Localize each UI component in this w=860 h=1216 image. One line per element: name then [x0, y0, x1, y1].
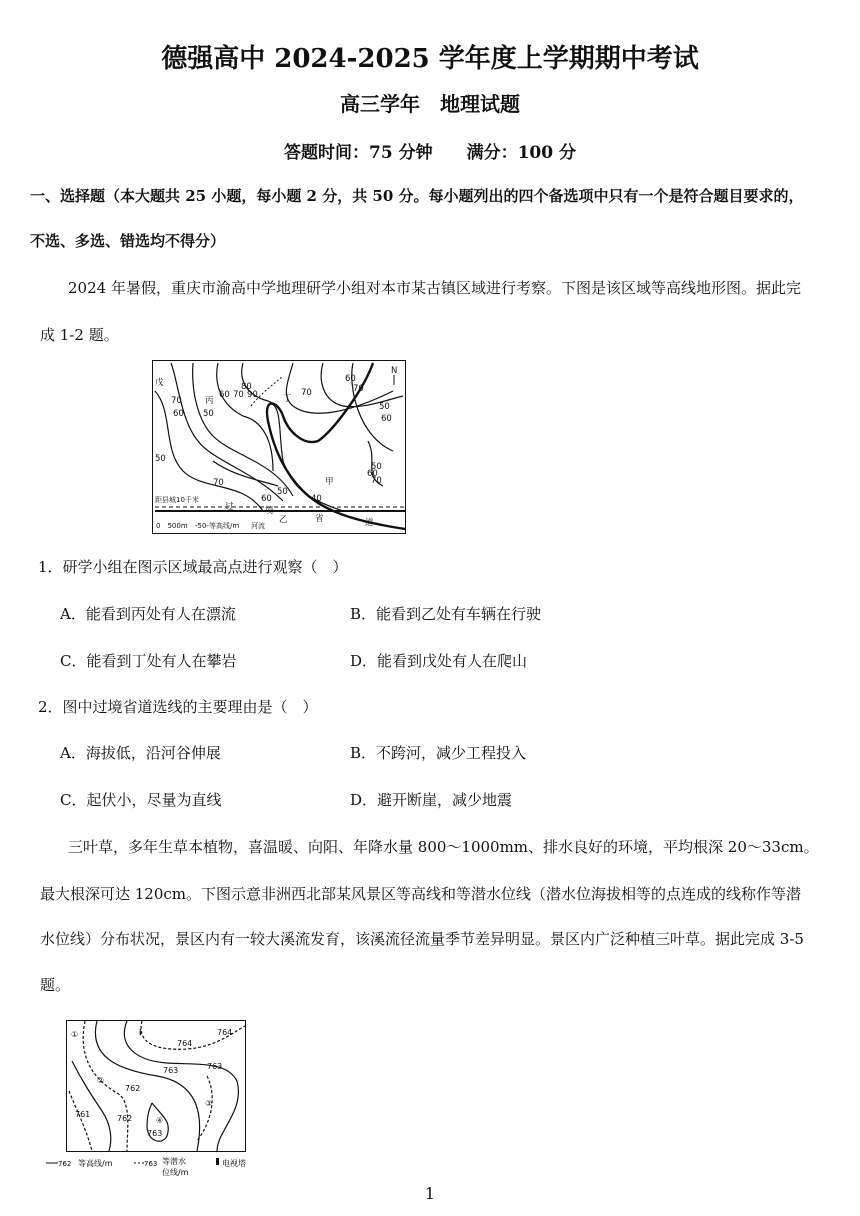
tv-tower-icon: i	[139, 1028, 142, 1037]
q1-option-d[interactable]: D．能看到戊处有人在爬山	[350, 652, 528, 670]
q1-stem: 1．研学小组在图示区域最高点进行观察（ ）	[38, 558, 348, 576]
water-table-line	[69, 1091, 92, 1151]
legend-water-1: 等潜水	[162, 1157, 186, 1166]
contour-value: 50	[379, 402, 390, 412]
contour-value: 70	[371, 476, 382, 486]
contour-value: 60	[219, 390, 230, 400]
contour-line	[72, 1061, 111, 1151]
contour-value: 90	[247, 390, 258, 400]
contour-value: 70	[301, 388, 312, 398]
contour-value: 60	[261, 494, 272, 504]
map2-legend	[44, 1156, 264, 1176]
section-heading: 一、选择题（本大题共 25 小题，每小题 2 分，共 50 分。每小题列出的四个备选项中只有一个是符合题目要求的，	[30, 187, 804, 205]
q1-option-a[interactable]: A．能看到丙处有人在漂流	[60, 605, 236, 623]
intro2-line2: 最大根深可达 120cm。下图示意非洲西北部某风景区等高线和等潜水位线（潜水位海拔相等的点连成的线称作等潜	[40, 885, 802, 903]
legend-water-2: 位线/m	[162, 1168, 189, 1177]
contour-line	[171, 363, 283, 501]
exam-info: 答题时间：75 分钟 满分：100 分	[284, 143, 576, 163]
q2-option-b[interactable]: B．不跨河，减少工程投入	[350, 744, 527, 762]
label-jia: 甲	[325, 477, 334, 487]
contour-value: 50	[155, 454, 166, 464]
point-2: ②	[97, 1076, 105, 1085]
legend-scale: 0 500m	[156, 522, 188, 530]
label-bing: 丙	[205, 396, 214, 406]
map1-legend	[156, 521, 265, 530]
contour-value: 80	[241, 382, 252, 392]
q2-option-c[interactable]: C．起伏小，尽量为直线	[60, 791, 222, 809]
value-label: 763	[147, 1129, 163, 1138]
legend-contour: 等高线/m	[78, 1159, 113, 1168]
label-ding: 丁	[283, 394, 292, 404]
contour-value: 50	[371, 462, 382, 472]
contour-map-2-svg	[67, 1021, 245, 1151]
contour-value: 40	[311, 494, 322, 504]
distance-note: 距县城10千米	[155, 496, 199, 504]
contour-map-2	[66, 1020, 246, 1152]
intro1-line2: 成 1-2 题。	[40, 326, 119, 344]
intro2-line3: 水位线）分布状况，景区内有一较大溪流发育，该溪流径流量季节差异明显。景区内广泛种植三叶草。据此完成 3-5	[40, 930, 804, 948]
legend-water-sym: 763	[144, 1160, 158, 1168]
q2-option-a[interactable]: A．海拔低，沿河谷伸展	[60, 744, 221, 762]
contour-value: 70	[171, 396, 182, 406]
label-yi: 乙	[279, 515, 288, 525]
q2-option-d[interactable]: D．避开断崖，减少地震	[350, 791, 513, 809]
label-wu: 戊	[155, 378, 164, 388]
section-heading-cont: 不选、多选、错选均不得分）	[30, 232, 226, 250]
water-table-line	[83, 1021, 128, 1151]
road-char-2: 境	[265, 506, 274, 516]
road-char-1: 过	[225, 502, 234, 512]
value-label: 763	[163, 1066, 179, 1075]
legend-contour-sym: 762	[58, 1160, 72, 1168]
value-label: 762	[117, 1114, 133, 1123]
contour-line	[217, 363, 273, 471]
q1-option-b[interactable]: B．能看到乙处有车辆在行驶	[350, 605, 542, 623]
road-char-3: 省	[315, 514, 324, 524]
point-3: ③	[205, 1099, 213, 1108]
map2-legend-svg	[44, 1156, 264, 1178]
q2-stem: 2．图中过境省道选线的主要理由是（ ）	[38, 698, 318, 716]
contour-value: 70	[353, 384, 364, 394]
contour-value: 60	[381, 414, 392, 424]
value-label: 763	[207, 1062, 223, 1071]
legend-tower: 电视塔	[222, 1159, 246, 1168]
contour-value: 60	[173, 409, 184, 419]
value-label: 764	[217, 1028, 233, 1037]
exam-title: 德强高中 2024-2025 学年度上学期期中考试	[161, 44, 699, 74]
intro2-line1: 三叶草，多年生草本植物，喜温暖、向阳、年降水量 800～1000mm、排水良好的环境，平均根深 20～33cm。	[68, 838, 819, 856]
contour-line	[242, 363, 343, 511]
contour-map-1-svg	[153, 361, 405, 533]
road-char-4: 道	[365, 518, 374, 528]
contour-map-1	[152, 360, 406, 534]
contour-value: 60	[367, 469, 378, 479]
value-label: 762	[125, 1084, 141, 1093]
value-label: 761	[75, 1110, 91, 1119]
q1-option-c[interactable]: C．能看到丁处有人在攀岩	[60, 652, 237, 670]
grade-subject: 高三学年 地理试题	[340, 92, 520, 116]
legend-contour: -50-等高线/m	[195, 522, 240, 530]
point-4: ④	[156, 1116, 164, 1125]
page-number: 1	[424, 1184, 436, 1203]
intro2-line4: 题。	[40, 976, 71, 994]
contour-value: 70	[213, 478, 224, 488]
north-label: N	[391, 366, 398, 376]
legend-river: 河流	[251, 522, 265, 530]
contour-value: 50	[277, 487, 288, 497]
intro1-line1: 2024 年暑假，重庆市渝高中学地理研学小组对本市某古镇区域进行考察。下图是该区域等高线地形图。据此完	[68, 279, 801, 297]
contour-value: 70	[233, 390, 244, 400]
point-1: ①	[71, 1030, 79, 1039]
contour-value: 50	[203, 409, 214, 419]
contour-value: 60	[345, 374, 356, 384]
value-label: 764	[177, 1039, 193, 1048]
tv-tower-legend-icon	[216, 1158, 219, 1165]
